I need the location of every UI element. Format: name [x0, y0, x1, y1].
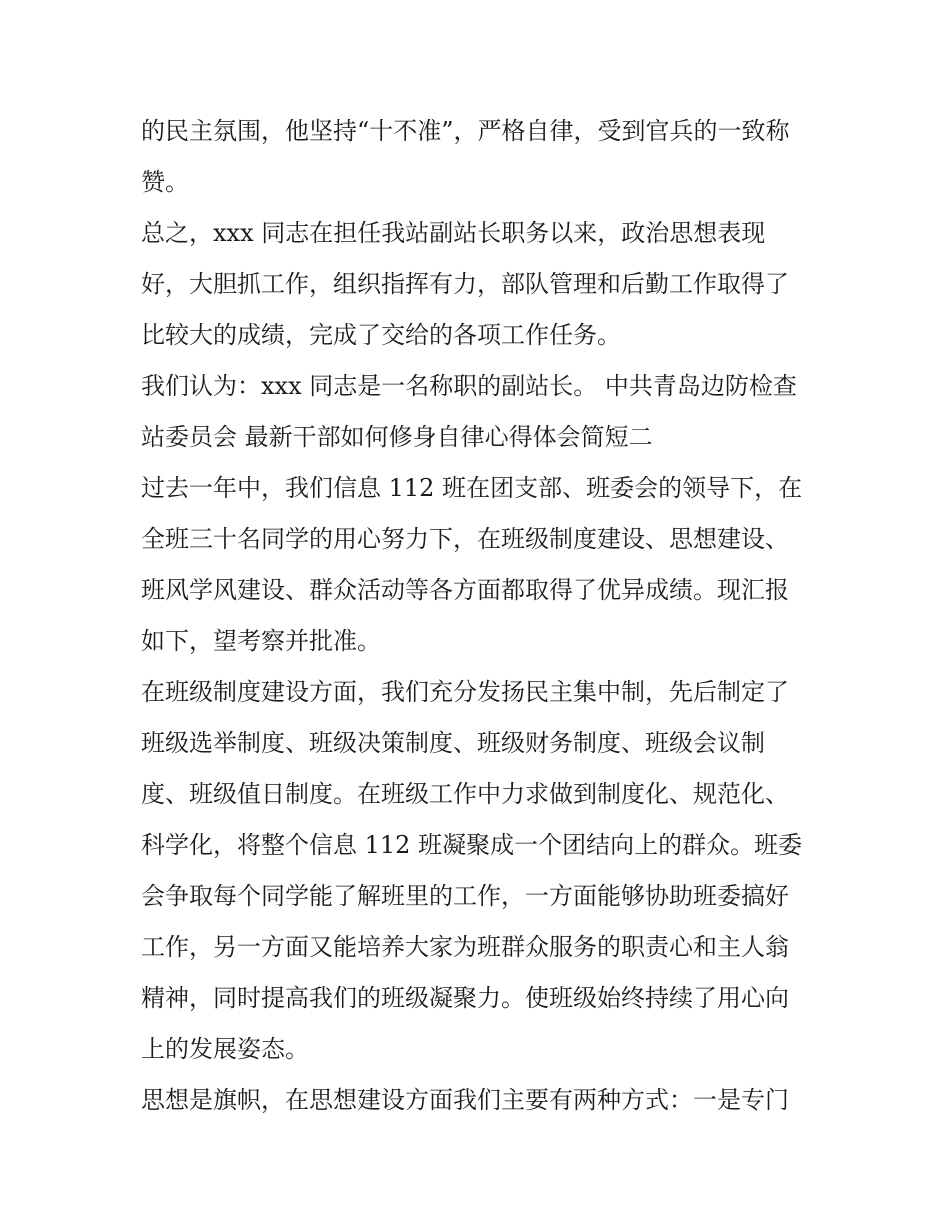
text-line: 班风学风建设、群众活动等各方面都取得了优异成绩。现汇报	[141, 576, 789, 604]
text-line: 好，大胆抓工作，组织指挥有力，部队管理和后勤工作取得了	[141, 270, 789, 298]
text-line: 上的发展姿态。	[141, 1035, 309, 1063]
text-line: 科学化，将整个信息 112 班凝聚成一个团结向上的群众。班委	[141, 831, 803, 859]
text-line: 过去一年中，我们信息 112 班在团支部、班委会的领导下，在	[141, 474, 803, 502]
text-line: 度、班级值日制度。在班级工作中力求做到制度化、规范化、	[141, 780, 789, 808]
text-line: 总之，xxx 同志在担任我站副站长职务以来，政治思想表现	[141, 219, 766, 247]
text-line: 比较大的成绩，完成了交给的各项工作任务。	[141, 321, 621, 349]
text-line: 如下，望考察并批准。	[141, 627, 381, 655]
document-body	[141, 106, 813, 1126]
text-line: 的民主氛围，他坚持“十不准”，严格自律，受到官兵的一致称	[141, 117, 790, 145]
text-line: 赞。	[141, 168, 189, 196]
text-line: 思想是旗帜，在思想建设方面我们主要有两种方式：一是专门	[141, 1086, 789, 1114]
text-line: 工作，另一方面又能培养大家为班群众服务的职责心和主人翁	[141, 933, 789, 961]
text-line: 在班级制度建设方面，我们充分发扬民主集中制，先后制定了	[141, 678, 789, 706]
text-line: 我们认为：xxx 同志是一名称职的副站长。 中共青岛边防检查	[141, 372, 797, 400]
text-line: 会争取每个同学能了解班里的工作，一方面能够协助班委搞好	[141, 882, 789, 910]
text-line: 班级选举制度、班级决策制度、班级财务制度、班级会议制	[141, 729, 765, 757]
text-line: 精神，同时提高我们的班级凝聚力。使班级始终持续了用心向	[141, 984, 789, 1012]
text-line: 站委员会 最新干部如何修身自律心得体会简短二	[141, 423, 653, 451]
text-line: 全班三十名同学的用心努力下，在班级制度建设、思想建设、	[141, 525, 789, 553]
